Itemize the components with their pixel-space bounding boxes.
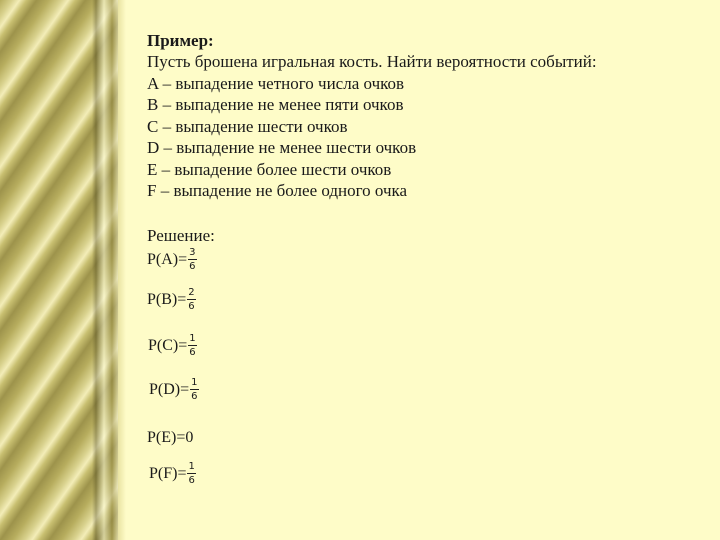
prob-d-lhs: P(D)= (149, 380, 190, 398)
prob-c (148, 333, 197, 358)
event-b: B – выпадение не менее пяти очков (147, 95, 404, 114)
event-e: E – выпадение более шести очков (147, 159, 392, 179)
problem-statement: Пусть брошена игральная кость. Найти вероятности событий: (147, 52, 597, 71)
example-block (147, 30, 707, 202)
prob-a (147, 247, 197, 272)
event-f: F – выпадение не более одного очка (147, 181, 408, 200)
decorative-border (0, 0, 126, 540)
prob-a-fraction (188, 247, 196, 272)
prob-d-fraction (190, 377, 198, 402)
prob-a-lhs: P(A)= (147, 250, 188, 268)
prob-d (149, 377, 199, 402)
prob-f-denominator: 6 (188, 475, 195, 486)
solution-label: Решение: (147, 226, 215, 245)
event-a: A – выпадение четного числа очков (147, 73, 405, 93)
prob-a-numerator: 3 (189, 247, 196, 258)
prob-a-denominator: 6 (189, 261, 196, 272)
prob-d-denominator: 6 (191, 391, 198, 402)
prob-c-numerator: 1 (189, 333, 196, 344)
prob-b (147, 287, 196, 312)
event-d: D – выпадение не менее шести очков (147, 138, 417, 157)
prob-f-numerator: 1 (188, 461, 195, 472)
prob-c-denominator: 6 (189, 347, 196, 358)
prob-b-fraction (187, 287, 195, 312)
prob-b-numerator: 2 (188, 287, 195, 298)
event-c: C – выпадение шести очков (147, 116, 348, 136)
prob-c-fraction (188, 333, 196, 358)
prob-b-denominator: 6 (188, 301, 195, 312)
prob-f (149, 461, 196, 486)
prob-d-numerator: 1 (191, 377, 198, 388)
prob-e-lhs: P(E)=0 (147, 429, 194, 446)
prob-f-fraction (187, 461, 195, 486)
example-title: Пример: (147, 31, 214, 50)
prob-f-lhs: P(F)= (149, 464, 187, 482)
prob-b-lhs: P(B)= (147, 290, 187, 308)
prob-c-lhs: P(C)= (148, 336, 188, 354)
prob-e (147, 429, 193, 447)
